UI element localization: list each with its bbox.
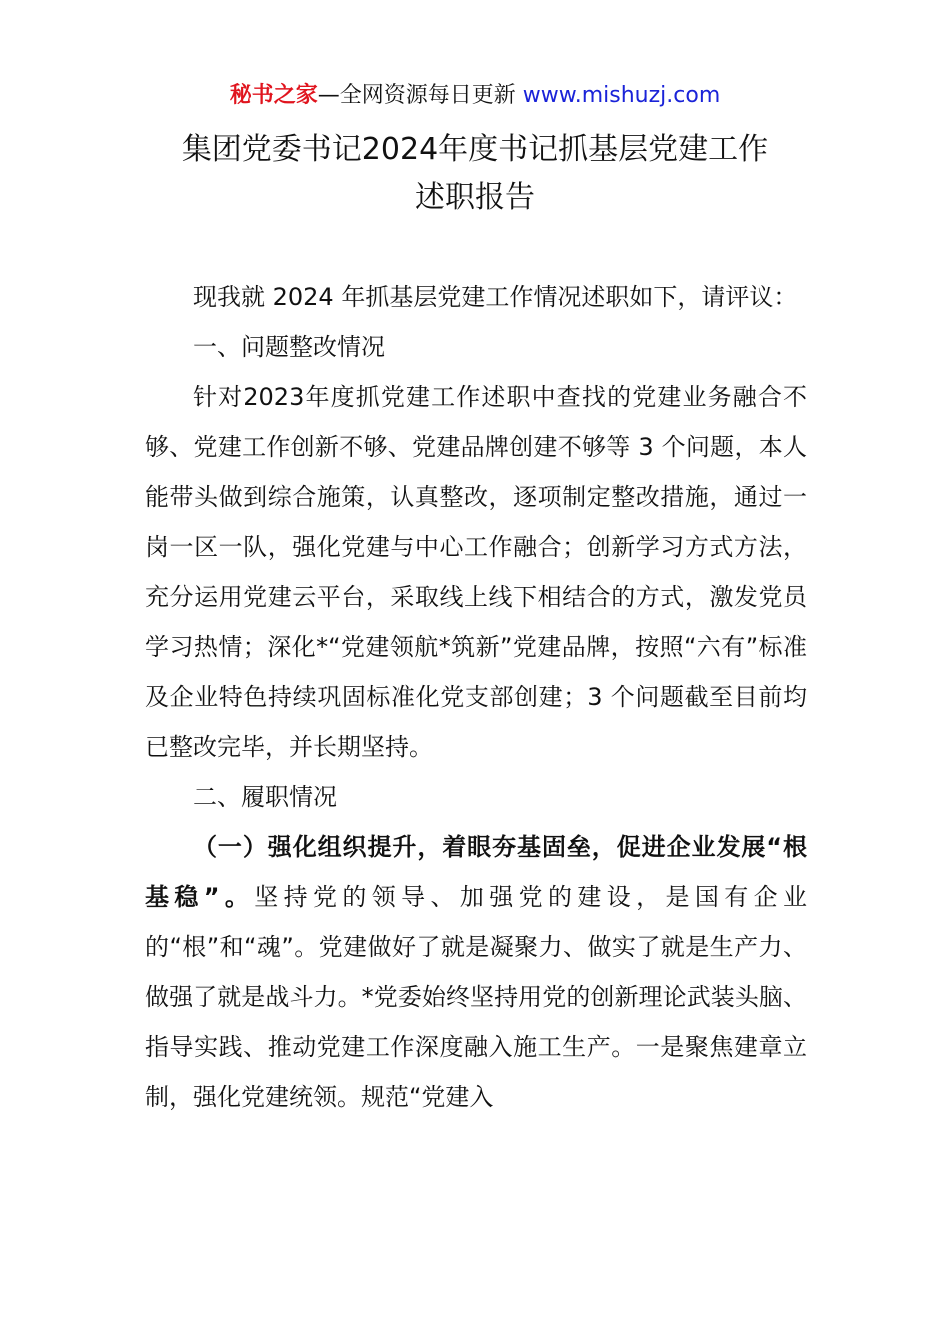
- document-body: [145, 272, 807, 1122]
- intro-paragraph: 现我就 2024 年抓基层党建工作情况述职如下，请评议：: [193, 283, 798, 311]
- section-1-paragraph: 针对2023年度抓党建工作述职中查找的党建业务融合不够、党建工作创新不够、党建品牌创建不够等 3 个问题，本人能带头做到综合施策，认真整改，逐项制定整改措施，通过一岗一区一队，强化党建与中心工作融合；创新学习方式方法，充分运用党建云平台，采取线上线下相结合的方式，激发党员学习热情；深化*“党建领航*筑新”党建品牌，按照“六有”标准及企业特色持续巩固标准化党支部创建；3 个问题截至目前均已整改完毕，并长期坚持。: [145, 383, 807, 761]
- section-2-heading: 二、履职情况: [193, 783, 337, 811]
- site-header: [0, 80, 950, 112]
- subsection-1-text: 坚持党的领导、加强党的建设，是国有企业的“根”和“魂”。党建做好了就是凝聚力、做实了就是生产力、做强了就是战斗力。*党委始终坚持用党的创新理论武装头脑、指导实践、推动党建工作深度融入施工生产。一是聚焦建章立制，强化党建统领。规范“党建入: [145, 883, 808, 1111]
- document-title: [0, 126, 950, 222]
- site-brand: 秘书之家: [229, 83, 318, 108]
- subsection-1-heading: （一）强化组织提升，着眼夯基固垒，促进企业发展“根基稳”。: [145, 833, 807, 911]
- title-line-2: 述职报告: [415, 180, 535, 215]
- site-url-link[interactable]: www.mishuzj.com: [522, 83, 721, 108]
- title-line-1: 集团党委书记2024年度书记抓基层党建工作: [181, 132, 769, 167]
- site-tagline: —全网资源每日更新: [317, 83, 523, 108]
- section-1-heading: 一、问题整改情况: [193, 333, 385, 361]
- section-2-subsection-1-paragraph: [145, 822, 807, 1122]
